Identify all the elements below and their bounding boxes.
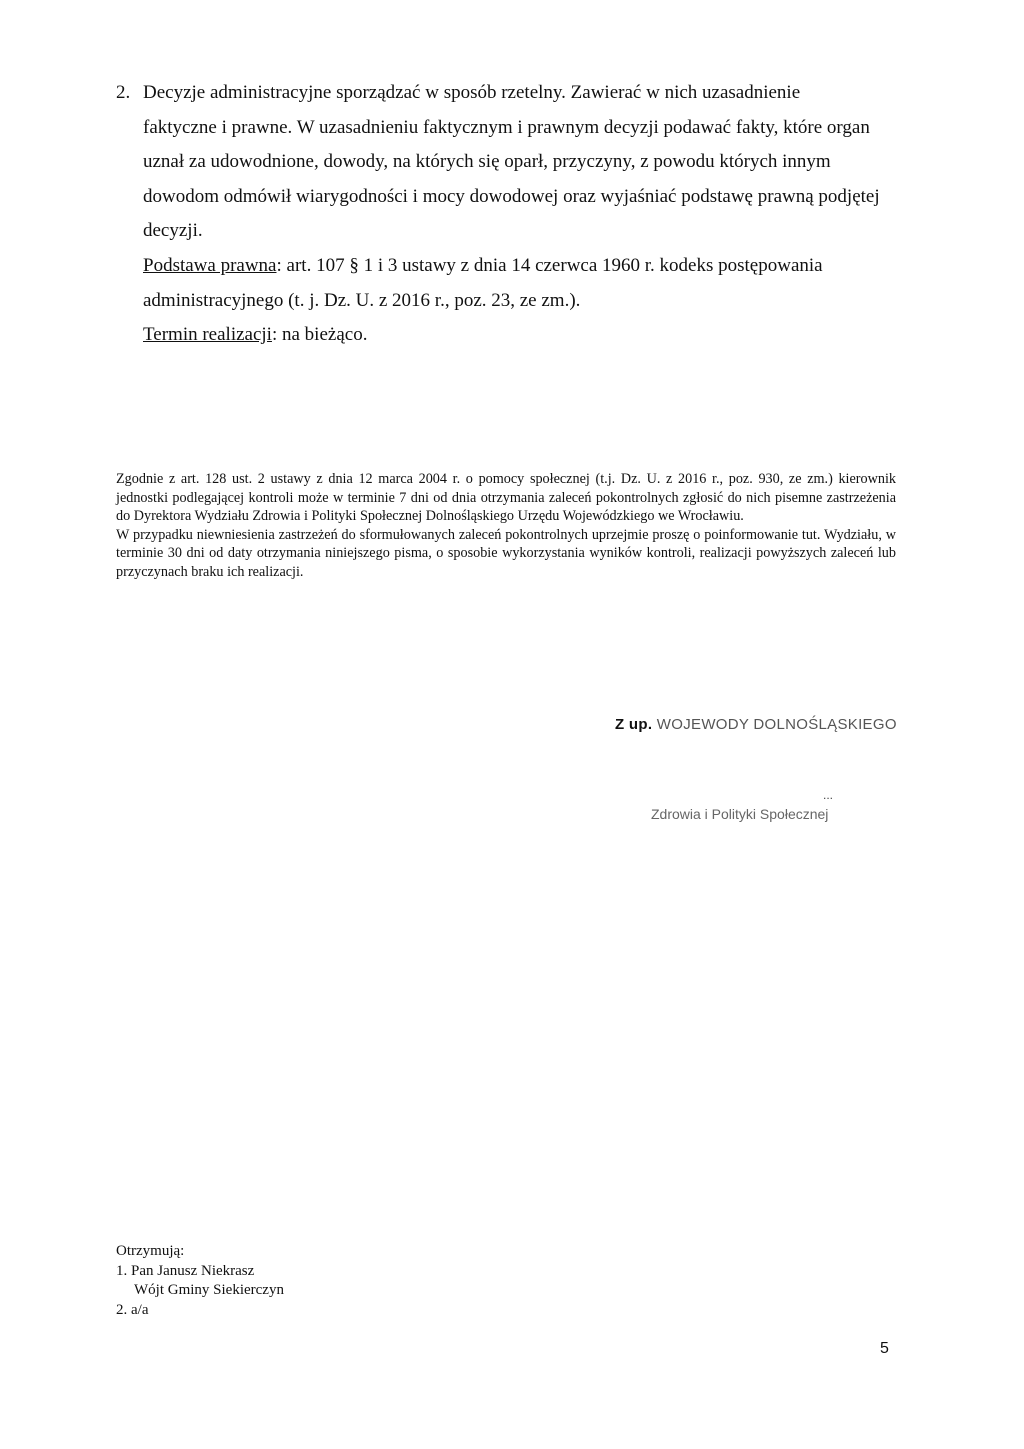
recipient-2: 2. a/a xyxy=(116,1302,149,1319)
recipients-heading: Otrzymują: xyxy=(116,1243,185,1259)
signature-authority: WOJEWODY DOLNOŚLĄSKIEGO xyxy=(656,716,897,733)
recommendation-body: faktyczne i prawne. W uzasadnieniu faktycznym i prawnym decyzji podawać fakty, które organ uznał za udowodnione, dowody, na których się oparł, przyczyny, z powodu których innym dowodom odmówił wiarygodności i mocy dowodowej oraz wyjaśniać podstawę prawną podjętej decyzji. xyxy=(143,116,880,242)
recipients xyxy=(116,1242,284,1321)
legal-basis xyxy=(116,249,896,318)
signature-stamp-line xyxy=(615,716,897,733)
objection-paragraph: Zgodnie z art. 128 ust. 2 ustawy z dnia 12 marca 2004 r. o pomocy społecznej (t.j. Dz. U. z 2016 r., poz. 930, ze zm.) kierownik jednostki podlegającej kontroli może w terminie 7 dni od dnia otrzymania zaleceń pokontrolnych zgłosić do nich pisemne zastrzeżenia do Dyrektora Wydziału Zdrowia i Polityki Społecznej Dolnośląskiego Urzędu Wojewódzkiego we Wrocławiu. xyxy=(116,471,896,524)
deadline-text: : na bieżąco. xyxy=(271,324,368,346)
page-number: 5 xyxy=(880,1340,889,1357)
legal-basis-label: Podstawa prawna xyxy=(143,254,277,276)
signature-department xyxy=(651,806,828,822)
reporting-paragraph: W przypadku niewniesienia zastrzeżeń do sformułowanych zaleceń pokontrolnych uprzejmie proszę o poinformowanie tut. Wydziału, w terminie 30 dni od daty otrzymania niniejszego pisma, o sposobie wykorzystania wyników kontroli, realizacji powyższych zaleceń lub przyczynach braku ich realizacji. xyxy=(116,526,896,580)
recommendation-number: 2. xyxy=(116,82,131,103)
legal-basis-text: : art. 107 § 1 i 3 ustawy z dnia 14 czerwca 1960 r. kodeks postępowania administracyjnego (t. j. Dz. U. z 2016 r., poz. 23, ze zm.). xyxy=(143,254,823,311)
signature-dots: ... xyxy=(823,788,834,802)
deadline-label: Termin realizacji xyxy=(143,324,272,346)
recommendation-first-line xyxy=(116,76,896,111)
recommendation-heading: Decyzje administracyjne sporządzać w sposób rzetelny. Zawierać w nich uzasadnienie xyxy=(143,82,801,103)
information-section xyxy=(116,470,896,581)
deadline xyxy=(116,318,896,353)
recipient-1-name: 1. Pan Janusz Niekrasz xyxy=(116,1262,255,1279)
signature-department-text: Zdrowia i Polityki Społecznej xyxy=(651,806,829,822)
recommendation-2 xyxy=(116,76,896,353)
recipient-1-title: Wójt Gminy Siekierczyn xyxy=(134,1282,284,1299)
signature-prefix: Z up. xyxy=(615,716,653,733)
